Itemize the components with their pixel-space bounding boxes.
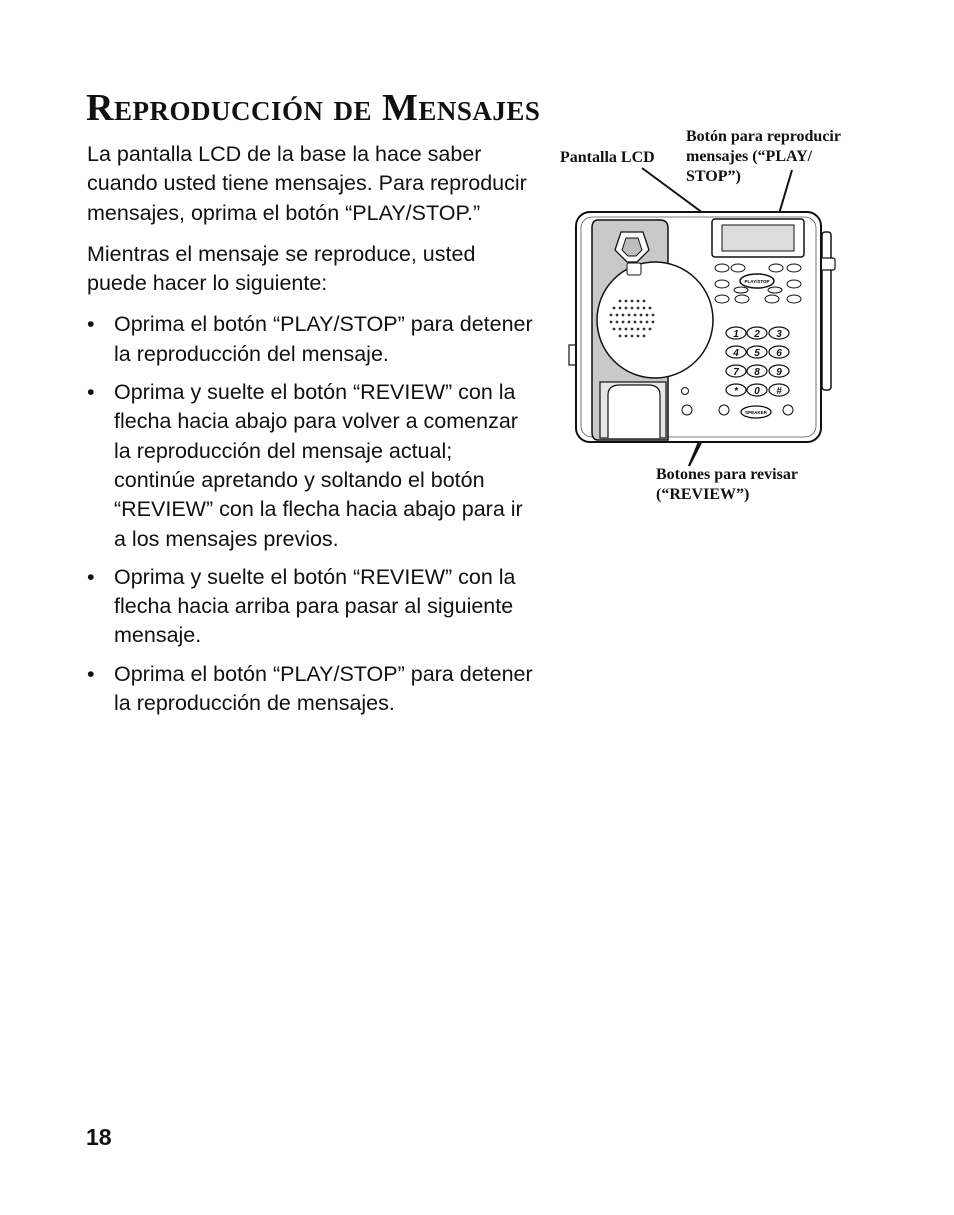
phone-base-illustration xyxy=(560,130,890,510)
svg-text:6: 6 xyxy=(776,348,782,359)
svg-text:*: * xyxy=(734,386,738,397)
svg-text:1: 1 xyxy=(733,329,739,340)
svg-text:2: 2 xyxy=(754,329,760,340)
label-lcd: Pantalla LCD xyxy=(560,149,655,166)
svg-text:PLAY/STOP: PLAY/STOP xyxy=(744,279,770,284)
intro-paragraph-2: Mientras el mensaje se reproduce, usted puede hacer lo siguiente: xyxy=(87,241,476,296)
bullet-item: • Oprima el botón “PLAY/STOP” para detener la reproducción de mensajes. xyxy=(87,660,537,719)
svg-text:#: # xyxy=(776,386,782,397)
svg-text:4: 4 xyxy=(733,348,739,359)
bullet-item: • Oprima el botón “PLAY/STOP” para detener la reproducción del mensaje. xyxy=(87,310,537,369)
bullet-item: • Oprima y suelte el botón “REVIEW” con la flecha hacia abajo para volver a comenzar la reproducción del mensaje actual; continúe apretando y soltando el botón “REVIEW” con la flecha hacia abajo para ir a los mensajes previos. xyxy=(87,378,537,554)
body-text xyxy=(87,140,537,727)
intro-paragraph-1: La pantalla LCD de la base la hace saber cuando usted tiene mensajes. Para reproducir mensajes, oprima el botón “PLAY/STOP.” xyxy=(87,142,527,225)
svg-text:5: 5 xyxy=(754,348,760,359)
label-review: Botones para revisar (“REVIEW”) xyxy=(656,466,798,503)
bullet-item: • Oprima y suelte el botón “REVIEW” con la flecha hacia arriba para pasar al siguiente mensaje. xyxy=(87,563,537,651)
svg-text:3: 3 xyxy=(776,329,782,340)
svg-text:7: 7 xyxy=(733,367,739,378)
antenna xyxy=(822,232,831,390)
svg-text:0: 0 xyxy=(754,386,760,397)
speaker-grille xyxy=(597,262,713,378)
svg-text:9: 9 xyxy=(776,367,782,378)
page-title: Reproducción de Mensajes xyxy=(86,87,541,129)
svg-text:8: 8 xyxy=(754,367,760,378)
label-play-stop: Botón para reproducir mensajes (“PLAY/ STOP”) xyxy=(686,128,841,185)
bullet-list xyxy=(87,310,537,718)
page-number: 18 xyxy=(86,1124,112,1150)
svg-text:SPEAKER: SPEAKER xyxy=(745,410,767,415)
